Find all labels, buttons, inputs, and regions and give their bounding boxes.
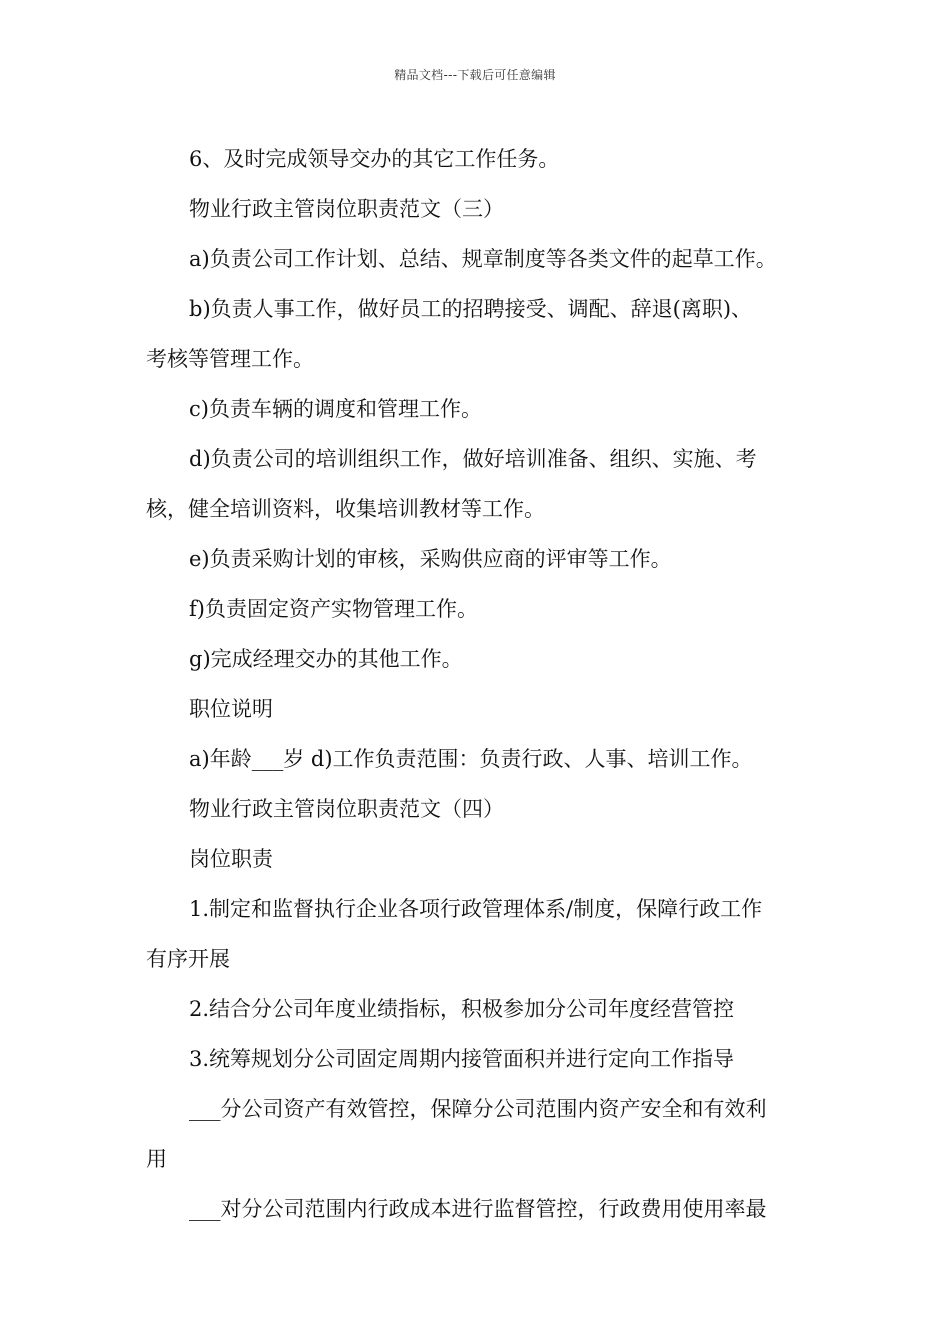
paragraph-continuation: 核，健全培训资料，收集培训教材等工作。 (146, 497, 545, 521)
paragraph-line: a)年龄___岁 d)工作负责范围：负责行政、人事、培训工作。 (189, 747, 753, 771)
paragraph-line: 3.统筹规划分公司固定周期内接管面积并进行定向工作指导 (189, 1047, 735, 1071)
paragraph-line: g)完成经理交办的其他工作。 (189, 647, 463, 671)
paragraph-line: c)负责车辆的调度和管理工作。 (189, 397, 482, 421)
paragraph-line: 物业行政主管岗位职责范文（四） (189, 797, 504, 821)
paragraph-line: a)负责公司工作计划、总结、规章制度等各类文件的起草工作。 (189, 247, 777, 271)
paragraph-continuation: 有序开展 (146, 947, 230, 971)
paragraph-line: 1.制定和监督执行企业各项行政管理体系/制度，保障行政工作 (189, 897, 763, 921)
paragraph-continuation: 考核等管理工作。 (146, 347, 314, 371)
paragraph-line: ___分公司资产有效管控，保障分公司范围内资产安全和有效利 (189, 1097, 767, 1121)
paragraph-line: f)负责固定资产实物管理工作。 (189, 597, 478, 621)
paragraph-line: 物业行政主管岗位职责范文（三） (189, 197, 504, 221)
paragraph-line: 6、及时完成领导交办的其它工作任务。 (189, 147, 560, 171)
paragraph-line: 岗位职责 (189, 847, 273, 871)
paragraph-line: b)负责人事工作，做好员工的招聘接受、调配、辞退(离职)、 (189, 297, 753, 321)
paragraph-line: e)负责采购计划的审核，采购供应商的评审等工作。 (189, 547, 672, 571)
paragraph-line: 2.结合分公司年度业绩指标，积极参加分公司年度经营管控 (189, 997, 735, 1021)
paragraph-continuation: 用 (146, 1147, 167, 1171)
paragraph-line: ___对分公司范围内行政成本进行监督管控，行政费用使用率最 (189, 1197, 767, 1221)
paragraph-line: 职位说明 (189, 697, 273, 721)
document-body (146, 134, 810, 1234)
page-header: 精品文档---下载后可任意编辑 (394, 68, 556, 82)
paragraph-line: d)负责公司的培训组织工作，做好培训准备、组织、实施、考 (189, 447, 757, 471)
